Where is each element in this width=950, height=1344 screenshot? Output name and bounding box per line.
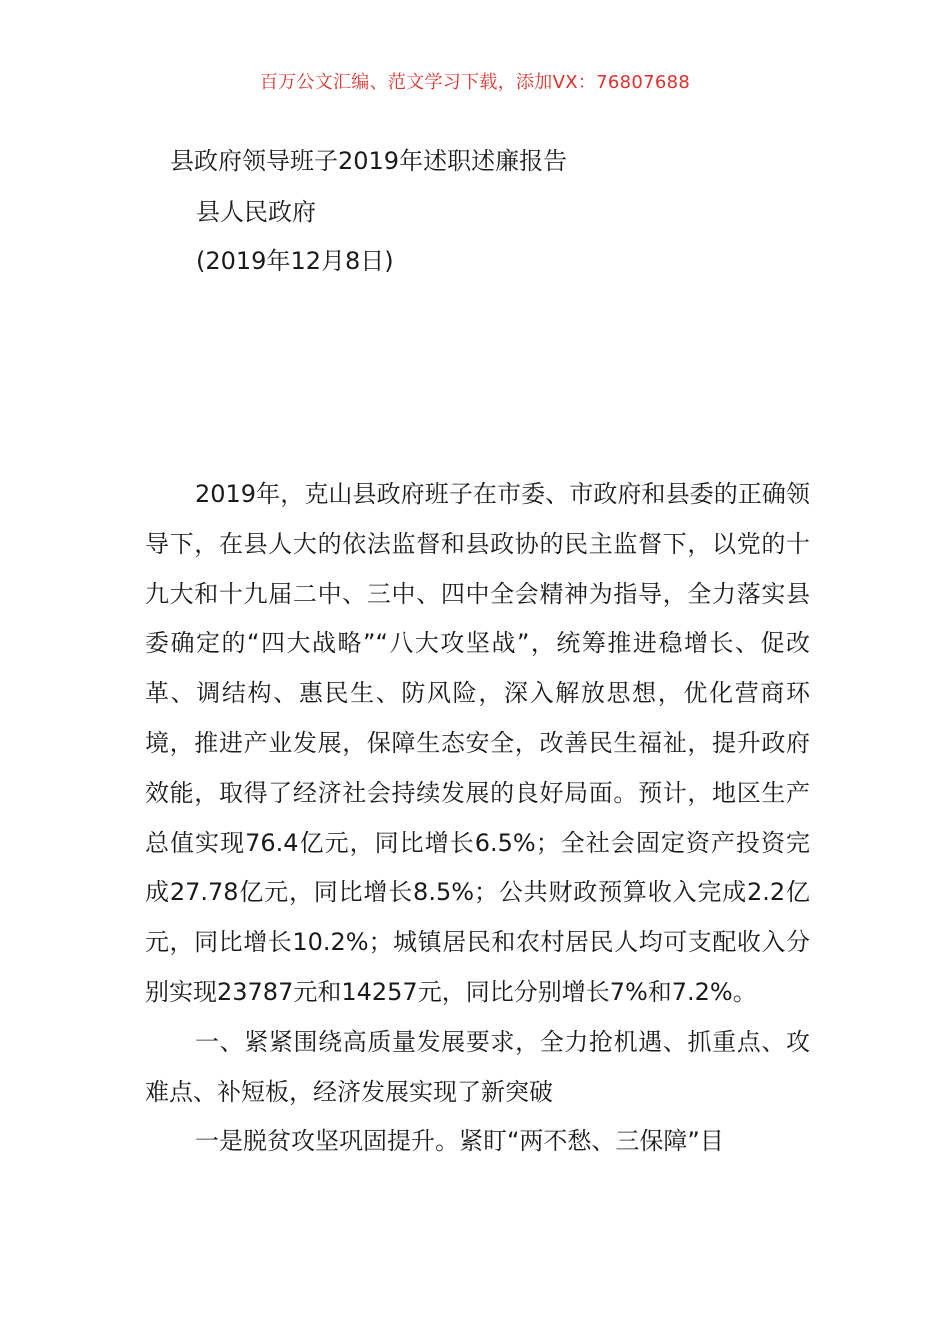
- body-paragraph-poverty: 一是脱贫攻坚巩固提升。紧盯“两不愁、三保障”目: [195, 1127, 724, 1156]
- header-watermark-note: 百万公文汇编、范文学习下载，添加VX：76807688: [259, 72, 691, 93]
- document-organization: 县人民政府: [196, 198, 316, 226]
- document-title: 县政府领导班子2019年述职述廉报告: [170, 147, 568, 175]
- section-heading-one: 一、紧紧围绕高质量发展要求，全力抢机遇、抓重点、攻难点、补短板，经济发展实现了新突破: [145, 1027, 810, 1106]
- document-body: [145, 470, 810, 1167]
- body-paragraph-intro: 2019年，克山县政府班子在市委、市政府和县委的正确领导下，在县人大的依法监督和县政协的民主监督下，以党的十九大和十九届二中、三中、四中全会精神为指导，全力落实县委确定的“四大战略”“八大攻坚战”，统筹推进稳增长、促改革、调结构、惠民生、防风险，深入解放思想，优化营商环境，推进产业发展，保障生态安全，改善民生福祉，提升政府效能，取得了经济社会持续发展的良好局面。预计，地区生产总值实现76.4亿元，同比增长6.5%；全社会固定资产投资完成27.78亿元，同比增长8.5%；公共财政预算收入完成2.2亿元，同比增长10.2%；城镇居民和农村居民人均可支配收入分别实现23787元和14257元，同比分别增长7%和7.2%。: [145, 480, 810, 1006]
- document-date: (2019年12月8日): [196, 247, 394, 275]
